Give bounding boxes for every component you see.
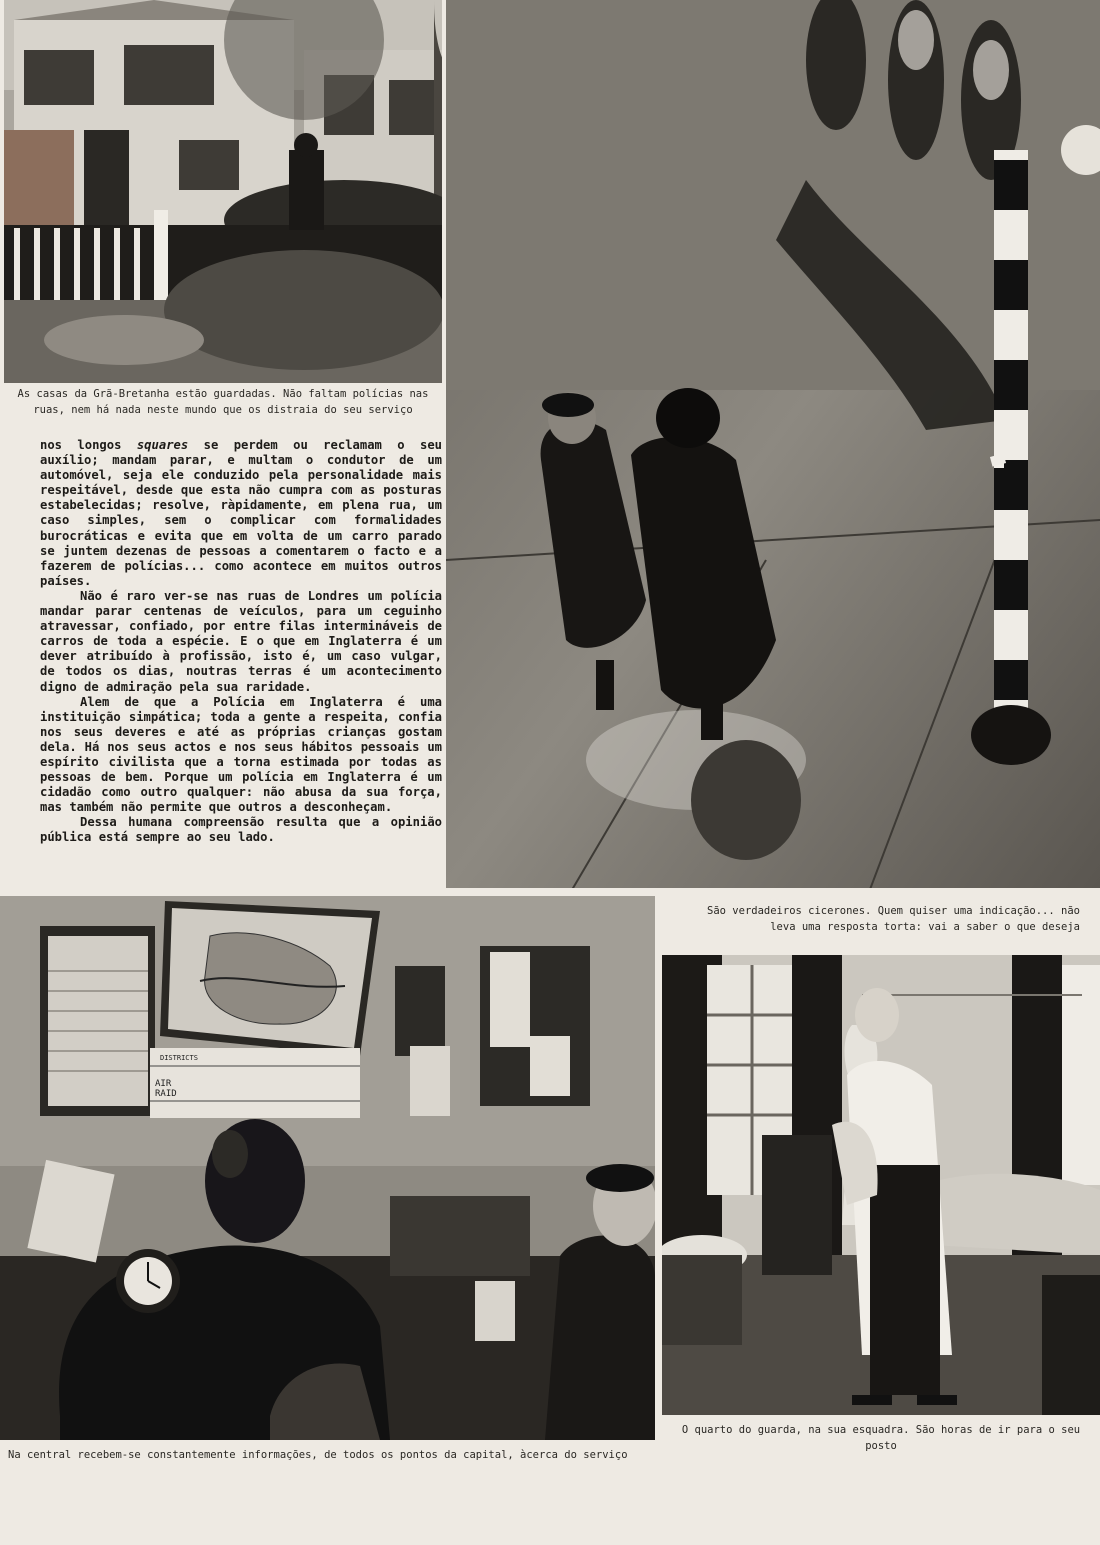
article-paragraph-4: Dessa humana compreensão resulta que a opinião pública está sempre ao seu lado. (40, 815, 442, 845)
map-districts-label: DISTRICTS (160, 1054, 198, 1062)
caption-control-room (8, 1447, 648, 1463)
caption-guard-room-line1: O quarto do guarda, na sua esquadra. São horas de ir para o seu (681, 1424, 1081, 1436)
article-p1-rest: se perdem ou reclamam o seu auxílio; mandam parar, e multam o condutor de um automóvel, seja ele conduzido pela personalidade mais respeitável, desde que esta não cumpra com as posturas estabelecidas; resolve, ràpidamente, em plena rua, um caso simples, sem o complicar com formalidades burocráticas e evita que em volta de um carro parado se juntem dezenas de pessoas a comentarem o facto e a fazerem de polícias... como acontece em muitos outros países. (40, 438, 443, 588)
photo-guard-room (662, 955, 1100, 1415)
article-paragraph-2: Não é raro ver-se nas ruas de Londres um polícia mandar parar centenas de veículos, para um ceguinho atravessar, confiado, por entre filas intermináveis de carros de toda a espécie. E o que em Inglaterra é um dever atribuído à profissão, isto é, um caso vulgar, de todos os dias, noutras terras é um acontecimento digno de admiração pela sua raridade. (40, 588, 442, 694)
photo-houses (4, 0, 442, 383)
map-raid-label: RAID (155, 1089, 177, 1099)
article-body (40, 438, 442, 846)
caption-street-line1: São verdadeiros cicerones. Quem quiser uma indicação... não (707, 905, 1080, 917)
caption-guard-room-line2: posto (865, 1440, 897, 1452)
control-room-illustration (0, 896, 655, 1440)
photo-control-room (0, 896, 655, 1440)
caption-street (660, 903, 1080, 935)
article-p1-lead: nos longos (40, 438, 122, 452)
article-paragraph-1 (40, 438, 442, 589)
caption-houses-line1: As casas da Grã-Bretanha estão guardadas. Não faltam polícias nas (17, 388, 429, 400)
map-air-label: AIR (155, 1079, 172, 1089)
guard-room-illustration (662, 955, 1100, 1415)
caption-control-room-text: Na central recebem-se constantemente informações, de todos os pontos da capital, àcerca do serviço (8, 1449, 628, 1461)
article-paragraph-3: Alem de que a Polícia em Inglaterra é uma instituição simpática; toda a gente a respeita, confia nos seus deveres e até as próprias crianças gostam dela. Há nos seus actos e nos seus hábitos pessoais um espírito civilista que a torna estimada por todas as pessoas de bem. Porque um polícia em Inglaterra é um cidadão como outro qualquer: não abusa da sua força, mas também não permite que outros a desconheçam. (40, 694, 442, 815)
article-p1-italic: squares (136, 438, 189, 452)
caption-guard-room (662, 1422, 1100, 1454)
caption-houses-line2: ruas, nem há nada neste mundo que os distraia do seu serviço (33, 404, 413, 416)
caption-street-line2: leva uma resposta torta: vai a saber o que deseja (770, 921, 1080, 933)
photo-street (446, 0, 1100, 888)
houses-illustration (4, 0, 442, 383)
caption-houses (4, 386, 442, 418)
street-illustration (446, 0, 1100, 888)
